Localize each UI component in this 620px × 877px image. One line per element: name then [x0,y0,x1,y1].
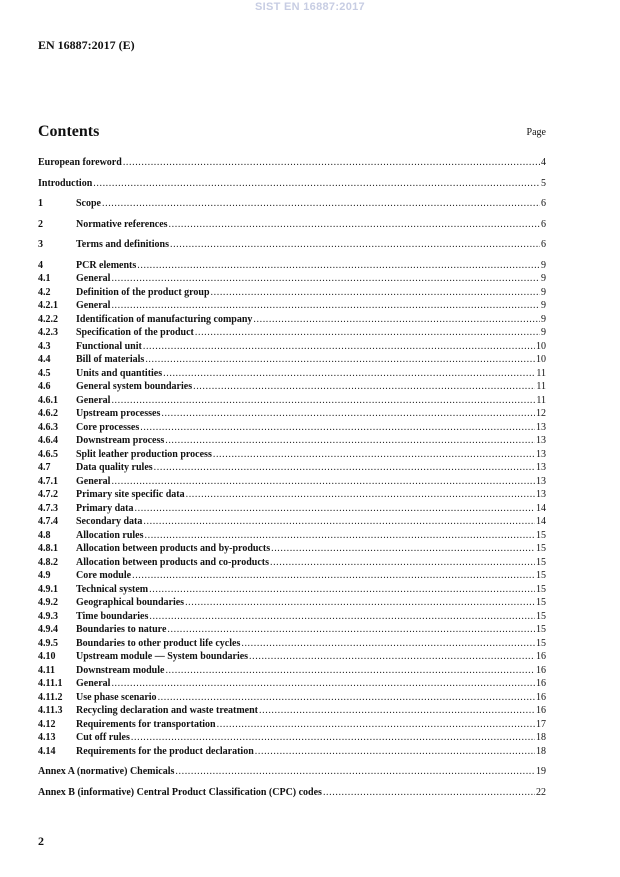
toc-dot-leader [161,407,535,421]
toc-dot-leader [165,434,535,448]
toc-dot-leader [170,238,540,252]
toc-entry-number: 4.8 [38,529,51,541]
toc-entry-number: 4.10 [38,651,56,662]
toc-entry-number: 4.9.2 [38,597,58,608]
toc-entry[interactable] [38,515,546,529]
toc-entry-title: Allocation between products and co-products [76,556,269,568]
toc-entry-title: Normative references [76,218,168,230]
toc-entry-title: Specification of the product [76,327,194,338]
toc-dot-leader [217,718,535,732]
toc-entry-number: 4.6.2 [38,408,58,419]
toc-entry-number: 4.11 [38,664,55,676]
toc-entry-page: 22 [536,786,546,798]
toc-entry-page: 13 [536,489,546,500]
toc-dot-leader [169,218,540,232]
toc-entry-page: 6 [541,239,546,250]
toc-entry-page: 10 [536,354,546,365]
toc-entry-title: Downstream process [76,435,165,446]
toc-dot-leader [111,394,535,408]
toc-entry-title: Technical system [76,583,149,595]
toc-entry[interactable] [38,664,546,678]
toc-entry-title: Boundaries to nature [76,624,167,635]
toc-entry-page: 13 [536,421,546,433]
toc-dot-leader [186,488,535,502]
toc-entry-number: 4.7.1 [38,475,58,487]
toc-entry-page: 6 [541,218,546,230]
toc-entry-number: 4.5 [38,367,51,379]
toc-entry-page: 13 [536,435,546,446]
toc-entry-number: 4.6.4 [38,435,58,446]
toc-entry-title: Cut off rules [76,732,130,743]
toc-entry-title: European foreword [38,157,122,168]
toc-entry-title: General [76,475,111,487]
toc-entry-title: Primary site specific data [76,489,185,500]
toc-entry-page: 5 [541,177,546,189]
toc-entry-page: 15 [536,624,546,635]
toc-entry-title: Scope [76,198,101,209]
toc-entry[interactable] [38,637,546,651]
toc-entry-number: 4.2.3 [38,327,58,338]
toc-entry[interactable] [38,156,546,170]
toc-entry-page: 13 [536,448,546,460]
toc-entry-page: 9 [541,273,546,284]
toc-entry-page: 15 [536,610,546,622]
toc-entry-number: 4.9.5 [38,637,58,649]
toc-entry-title: Units and quantities [76,367,163,379]
toc-entry[interactable] [38,556,546,570]
toc-entry-number: 3 [38,239,43,250]
toc-entry-page: 11 [536,394,546,406]
toc-entry[interactable] [38,238,546,252]
toc-entry-number: 4.6.5 [38,448,58,460]
toc-entry-page: 10 [536,340,546,352]
toc-entry[interactable] [38,286,546,300]
toc-entry-number: 4.7 [38,462,51,473]
toc-dot-leader [193,380,535,394]
toc-entry-title: Introduction [38,177,93,189]
toc-entry-number: 4.8.1 [38,543,58,554]
toc-dot-leader [143,340,535,354]
toc-entry[interactable] [38,502,546,516]
toc-dot-leader [323,786,535,800]
toc-entry-title: General [76,273,111,284]
toc-entry-page: 16 [536,691,546,703]
toc-entry-page: 15 [536,570,546,581]
toc-entry-title: Time boundaries [76,610,149,622]
toc-entry-number: 4.11.3 [38,705,63,716]
toc-dot-leader [271,542,535,556]
page-column-label: Page [526,127,546,138]
toc-entry-title: General [76,678,111,689]
toc-entry-page: 9 [541,313,546,325]
toc-entry-number: 4.6.1 [38,394,58,406]
toc-entry-page: 15 [536,637,546,649]
toc-entry-title: Downstream module [76,664,165,676]
toc-dot-leader [241,637,535,651]
toc-entry[interactable] [38,394,546,408]
toc-entry-page: 14 [536,516,546,527]
toc-entry-page: 9 [541,286,546,298]
toc-dot-leader [158,691,535,705]
toc-entry[interactable] [38,340,546,354]
toc-entry-page: 13 [536,475,546,487]
toc-dot-leader [149,610,535,624]
toc-entry-page: 9 [541,327,546,338]
toc-entry[interactable] [38,786,546,800]
toc-entry-page: 16 [536,678,546,689]
toc-entry-title: Requirements for transportation [76,718,216,730]
toc-entry-number: 4.4 [38,354,51,365]
toc-dot-leader [135,502,536,516]
toc-dot-leader [154,461,535,475]
toc-dot-leader [137,259,540,273]
toc-entry[interactable] [38,448,546,462]
toc-entry[interactable] [38,731,546,745]
toc-entry[interactable] [38,596,546,610]
toc-entry-number: 4.3 [38,340,51,352]
toc-entry-page: 15 [536,583,546,595]
toc-dot-leader [145,529,536,543]
toc-entry-number: 4.13 [38,732,56,743]
toc-entry-page: 6 [541,198,546,209]
toc-entry-number: 4.9.3 [38,610,58,622]
toc-entry-page: 15 [536,556,546,568]
toc-entry-title: Annex B (informative) Central Product Classification (CPC) codes [38,786,322,798]
toc-dot-leader [149,583,535,597]
toc-entry-title: Bill of materials [76,354,145,365]
toc-dot-leader [111,299,540,313]
toc-entry[interactable] [38,353,546,367]
toc-entry[interactable] [38,542,546,556]
toc-entry-number: 4.11.2 [38,691,63,703]
toc-dot-leader [259,704,535,718]
toc-entry[interactable] [38,218,546,232]
toc-entry[interactable] [38,380,546,394]
page-number: 2 [38,834,44,848]
toc-entry-title: General system boundaries [76,381,193,392]
toc-entry-title: Split leather production process [76,448,212,460]
toc-entry[interactable] [38,461,546,475]
toc-entry[interactable] [38,313,546,327]
toc-dot-leader [185,596,535,610]
toc-entry[interactable] [38,475,546,489]
toc-dot-leader [213,448,535,462]
contents-heading: Contents [38,123,100,140]
toc-dot-leader [140,421,535,435]
toc-entry-page: 15 [536,543,546,554]
toc-entry-title: Geographical boundaries [76,597,185,608]
toc-entry-title: Allocation between products and by-products [76,543,271,554]
toc-entry-page: 12 [536,408,546,419]
toc-entry[interactable] [38,704,546,718]
toc-entry[interactable] [38,421,546,435]
toc-entry-title: Core processes [76,421,140,433]
toc-entry-page: 14 [536,502,546,514]
toc-entry-page: 19 [536,766,546,777]
toc-entry-number: 4.7.2 [38,489,58,500]
toc-entry-number: 4.7.4 [38,516,58,527]
toc-entry-page: 11 [536,367,546,379]
toc-entry[interactable] [38,367,546,381]
toc-entry-number: 4.12 [38,718,56,730]
toc-entry-title: Primary data [76,502,134,514]
toc-entry[interactable] [38,745,546,759]
toc-entry-page: 18 [536,745,546,757]
toc-entry-title: Data quality rules [76,462,153,473]
toc-entry-number: 4.11.1 [38,678,63,689]
toc-entry[interactable] [38,583,546,597]
toc-entry-page: 16 [536,664,546,676]
toc-entry-number: 4.1 [38,273,51,284]
toc-dot-leader [195,326,540,340]
toc-entry-title: General [76,394,111,406]
toc-dot-leader [131,731,535,745]
toc-entry-number: 4.9 [38,570,51,581]
toc-dot-leader [211,286,540,300]
toc-entry-number: 4.8.2 [38,556,58,568]
toc-entry[interactable] [38,569,546,583]
toc-entry-number: 4.2.2 [38,313,58,325]
toc-dot-leader [255,745,535,759]
toc-dot-leader [93,177,540,191]
toc-entry-page: 9 [541,259,546,271]
toc-entry-title: General [76,300,111,311]
toc-entry-page: 16 [536,651,546,662]
toc-entry-number: 4.2.1 [38,300,58,311]
toc-entry-title: PCR elements [76,259,137,271]
toc-entry-title: Identification of manufacturing company [76,313,253,325]
toc-entry-number: 2 [38,218,43,230]
toc-entry[interactable] [38,650,546,664]
toc-entry[interactable] [38,197,546,211]
toc-dot-leader [132,569,535,583]
toc-entry-page: 16 [536,705,546,716]
toc-entry-number: 4.14 [38,745,56,757]
toc-entry-title: Upstream processes [76,408,161,419]
toc-entry-title: Allocation rules [76,529,144,541]
toc-dot-leader [253,313,540,327]
toc-entry[interactable] [38,691,546,705]
toc-entry-title: Requirements for the product declaration [76,745,254,757]
toc-entry-number: 4.6.3 [38,421,58,433]
toc-entry-title: Boundaries to other product life cycles [76,637,241,649]
toc-entry-number: 4.9.1 [38,583,58,595]
toc-entry-number: 4.2 [38,286,51,298]
toc-entry[interactable] [38,529,546,543]
toc-dot-leader [175,765,535,779]
toc-entry-page: 15 [536,597,546,608]
toc-entry-number: 1 [38,198,43,209]
toc-dot-leader [249,650,535,664]
toc-entry-title: Terms and definitions [76,239,169,250]
toc-dot-leader [102,197,540,211]
toc-dot-leader [111,272,540,286]
toc-dot-leader [143,515,535,529]
toc-entry-page: 9 [541,300,546,311]
toc-dot-leader [111,475,535,489]
toc-entry-page: 17 [536,718,546,730]
toc-entry-page: 4 [541,157,546,168]
toc-entry[interactable] [38,718,546,732]
toc-entry[interactable] [38,677,546,691]
document-id: EN 16887:2017 (E) [38,38,135,52]
toc-dot-leader [123,156,540,170]
toc-entry-title: Use phase scenario [76,691,157,703]
toc-entry[interactable] [38,488,546,502]
toc-entry[interactable] [38,326,546,340]
toc-dot-leader [145,353,535,367]
toc-dot-leader [270,556,535,570]
toc-entry[interactable] [38,177,546,191]
toc-entry[interactable] [38,434,546,448]
watermark: SIST EN 16887:2017 [255,1,365,13]
toc-entry-page: 15 [536,529,546,541]
toc-entry[interactable] [38,407,546,421]
toc-entry-title: Secondary data [76,516,143,527]
toc-dot-leader [163,367,535,381]
toc-entry-title: Functional unit [76,340,142,352]
toc-entry[interactable] [38,259,546,273]
toc-entry-page: 11 [536,381,546,392]
toc-entry[interactable] [38,765,546,779]
toc-entry[interactable] [38,299,546,313]
toc-entry-number: 4.7.3 [38,502,58,514]
toc-entry-title: Recycling declaration and waste treatment [76,705,259,716]
toc-dot-leader [165,664,535,678]
toc-entry-title: Core module [76,570,132,581]
toc-entry-number: 4.9.4 [38,624,58,635]
toc-entry-title: Definition of the product group [76,286,210,298]
toc-entry-title: Upstream module — System boundaries [76,651,249,662]
toc-entry-number: 4 [38,259,43,271]
toc-entry-title: Annex A (normative) Chemicals [38,766,175,777]
toc-dot-leader [111,677,535,691]
toc-entry[interactable] [38,272,546,286]
toc-entry-number: 4.6 [38,381,51,392]
toc-entry-page: 13 [536,462,546,473]
toc-dot-leader [167,623,535,637]
table-of-contents [38,156,546,799]
toc-entry[interactable] [38,623,546,637]
toc-entry-page: 18 [536,732,546,743]
toc-entry[interactable] [38,610,546,624]
